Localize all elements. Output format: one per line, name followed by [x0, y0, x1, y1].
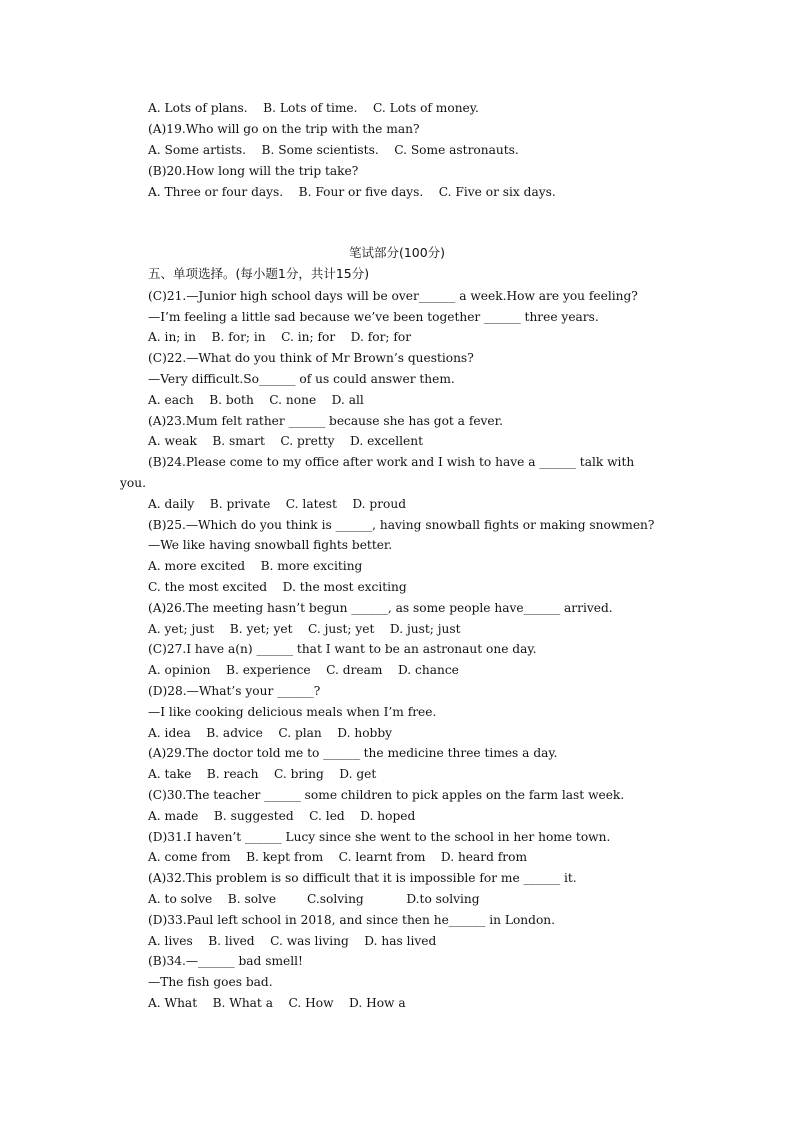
q31-options: A. come from B. kept from C. learnt from D. heard from — [148, 850, 528, 864]
q19-stem: (A)19.Who will go on the trip with the man? — [148, 122, 420, 136]
written-part-title: 笔试部分(100分) — [348, 245, 446, 260]
q26-options: A. yet; just B. yet; yet C. just; yet D. just; just — [148, 622, 461, 636]
q34-stem: (B)34.—______ bad smell! — [148, 954, 303, 968]
q21-options: A. in; in B. for; in C. in; for D. for; for — [148, 330, 412, 344]
q30-options: A. made B. suggested C. led D. hoped — [148, 809, 416, 823]
q24-stem: (B)24.Please come to my office after work and I wish to have a ______ talk with — [148, 455, 635, 469]
q27-options: A. opinion B. experience C. dream D. chance — [148, 663, 459, 677]
q28-stem: (D)28.—What’s your ______? — [148, 684, 321, 698]
section-title: 五、单项选择。(每小题1分，共计15分) — [148, 266, 370, 281]
q19-options: A. Some artists. B. Some scientists. C. Some astronauts. — [148, 143, 519, 157]
q25-stem: (B)25.—Which do you think is ______, having snowball fights or making snowmen? — [148, 518, 655, 532]
q23-options: A. weak B. smart C. pretty D. excellent — [148, 434, 423, 448]
q34-options: A. What B. What a C. How D. How a — [148, 996, 406, 1010]
q28-options: A. idea B. advice C. plan D. hobby — [148, 726, 393, 740]
q23-stem: (A)23.Mum felt rather ______ because she has got a fever. — [148, 414, 503, 428]
q22-stem-2: —Very difficult.So______ of us could answer them. — [148, 372, 455, 386]
q30-stem: (C)30.The teacher ______ some children to pick apples on the farm last week. — [148, 788, 625, 802]
q33-stem: (D)33.Paul left school in 2018, and since then he______ in London. — [148, 913, 556, 927]
q20-options: A. Three or four days. B. Four or five days. C. Five or six days. — [148, 185, 556, 199]
q21-stem-2: —I’m feeling a little sad because we’ve been together ______ three years. — [148, 310, 599, 324]
q27-stem: (C)27.I have a(n) ______ that I want to be an astronaut one day. — [148, 642, 537, 656]
q25-stem-2: —We like having snowball fights better. — [148, 538, 393, 552]
q18-options: A. Lots of plans. B. Lots of time. C. Lots of money. — [148, 101, 479, 115]
q32-options: A. to solve B. solve C.solving D.to solving — [148, 892, 480, 906]
q22-options: A. each B. both C. none D. all — [148, 393, 364, 407]
q29-stem: (A)29.The doctor told me to ______ the medicine three times a day. — [148, 746, 558, 760]
q34-stem-2: —The fish goes bad. — [148, 975, 273, 989]
q28-stem-2: —I like cooking delicious meals when I’m free. — [148, 705, 437, 719]
q25-options-2: C. the most excited D. the most exciting — [148, 580, 407, 594]
q33-options: A. lives B. lived C. was living D. has lived — [148, 934, 437, 948]
q21-stem: (C)21.—Junior high school days will be over______ a week.How are you feeling? — [148, 289, 638, 303]
q20-stem: (B)20.How long will the trip take? — [148, 164, 359, 178]
q32-stem: (A)32.This problem is so difficult that it is impossible for me ______ it. — [148, 871, 577, 885]
q22-stem: (C)22.—What do you think of Mr Brown’s questions? — [148, 351, 474, 365]
q29-options: A. take B. reach C. bring D. get — [148, 767, 377, 781]
q31-stem: (D)31.I haven’t ______ Lucy since she went to the school in her home town. — [148, 830, 611, 844]
q24-stem-wrap: you. — [120, 476, 146, 490]
q25-options-1: A. more excited B. more exciting — [148, 559, 363, 573]
q24-options: A. daily B. private C. latest D. proud — [148, 497, 407, 511]
q26-stem: (A)26.The meeting hasn’t begun ______, as some people have______ arrived. — [148, 601, 613, 615]
